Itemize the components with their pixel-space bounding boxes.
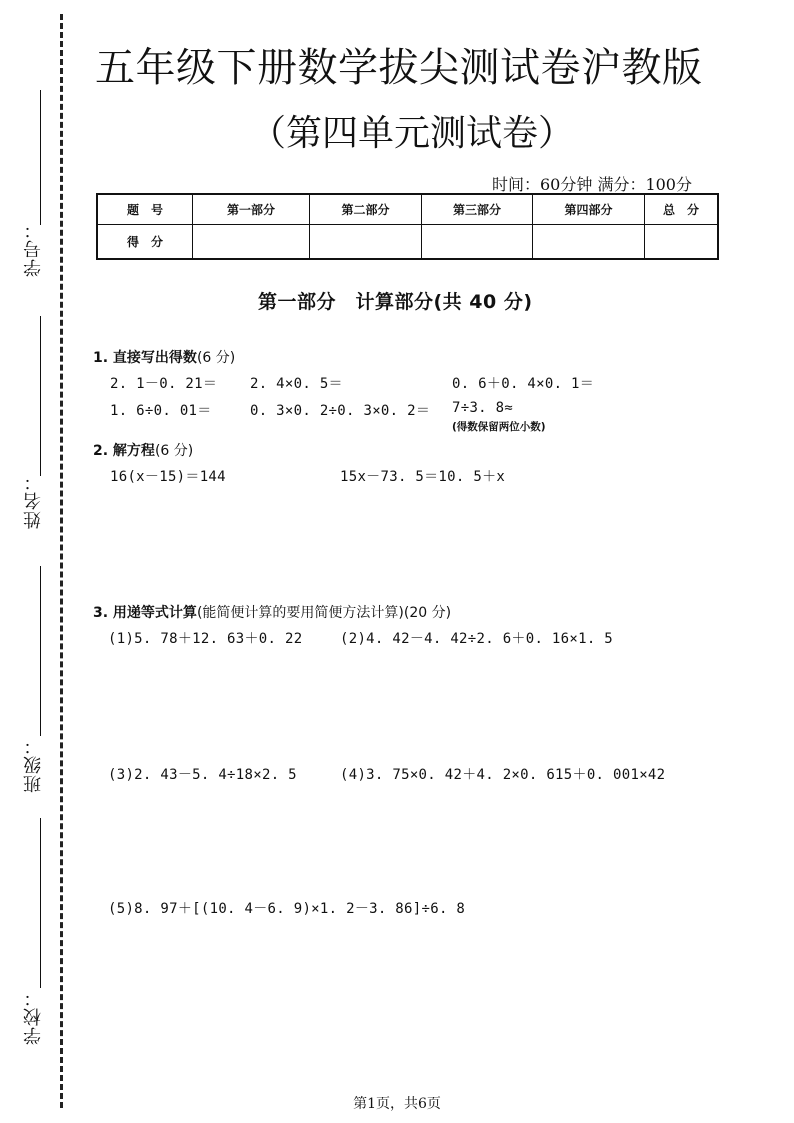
student-id-label: 学号： [23, 220, 44, 277]
q2-title [93, 440, 193, 460]
q2-item-2: 15x－73. 5＝10. 5＋x [340, 469, 506, 485]
q1-item-6: 7÷3. 8≈ [452, 400, 514, 416]
header-cell-part3: 第三部分 [422, 194, 533, 225]
student-id-line[interactable] [40, 90, 41, 225]
q1-item-1: 2. 1－0. 21＝ [110, 376, 218, 392]
q3-points: (能简便计算的要用简便方法计算)(20 分) [196, 605, 452, 621]
name-label: 姓名： [23, 472, 44, 529]
score-label-cell: 得 分 [97, 225, 193, 260]
q3-item-2: (2)4. 42－4. 42÷2. 6＋0. 16×1. 5 [340, 631, 614, 647]
q1-points: (6 分) [196, 350, 236, 366]
class-line[interactable] [40, 566, 41, 736]
q2-item-1: 16(x－15)＝144 [110, 469, 226, 485]
school-line[interactable] [40, 818, 41, 988]
q3-item-1: (1)5. 78＋12. 63＋0. 22 [108, 631, 303, 647]
name-line[interactable] [40, 316, 41, 476]
q3-item-3: (3)2. 43－5. 4÷18×2. 5 [108, 767, 297, 783]
q1-title-text: 1. 直接写出得数 [93, 350, 197, 366]
q3-item-4: (4)3. 75×0. 42＋4. 2×0. 615＋0. 001×42 [340, 767, 666, 783]
page-title: 五年级下册数学拔尖测试卷沪教版 [95, 45, 703, 91]
score-table [96, 193, 719, 260]
score-table-header-row [97, 194, 718, 225]
score-table-score-row [97, 225, 718, 260]
q1-item-3: 0. 6＋0. 4×0. 1＝ [452, 376, 595, 392]
header-cell-total: 总 分 [645, 194, 719, 225]
q1-item-5: 0. 3×0. 2÷0. 3×0. 2＝ [250, 403, 431, 419]
header-cell-part1: 第一部分 [193, 194, 310, 225]
score-cell-part4[interactable] [533, 225, 645, 260]
q1-note: (得数保留两位小数) [452, 421, 546, 433]
binding-line [60, 14, 63, 1108]
q1-title [93, 347, 235, 367]
q2-title-text: 2. 解方程 [93, 443, 155, 459]
class-label: 班级： [23, 736, 44, 793]
score-cell-total[interactable] [645, 225, 719, 260]
time-info: 时间：60分钟 满分：100分 [492, 175, 692, 194]
page-subtitle: （第四单元测试卷） [250, 113, 575, 154]
score-cell-part2[interactable] [310, 225, 422, 260]
q2-points: (6 分) [154, 443, 194, 459]
score-cell-part1[interactable] [193, 225, 310, 260]
section-title: 第一部分 计算部分(共 40 分) [258, 291, 533, 313]
q1-item-2: 2. 4×0. 5＝ [250, 376, 343, 392]
header-cell-part4: 第四部分 [533, 194, 645, 225]
header-cell-part2: 第二部分 [310, 194, 422, 225]
q3-title-text: 3. 用递等式计算 [93, 605, 197, 621]
school-label: 学校： [23, 988, 44, 1045]
score-cell-part3[interactable] [422, 225, 533, 260]
q3-item-5: (5)8. 97＋[(10. 4－6. 9)×1. 2－3. 86]÷6. 8 [108, 901, 466, 917]
header-cell-number: 题 号 [97, 194, 193, 225]
page-footer: 第1页，共6页 [353, 1096, 441, 1112]
q3-title [93, 602, 451, 622]
q1-item-4: 1. 6÷0. 01＝ [110, 403, 212, 419]
